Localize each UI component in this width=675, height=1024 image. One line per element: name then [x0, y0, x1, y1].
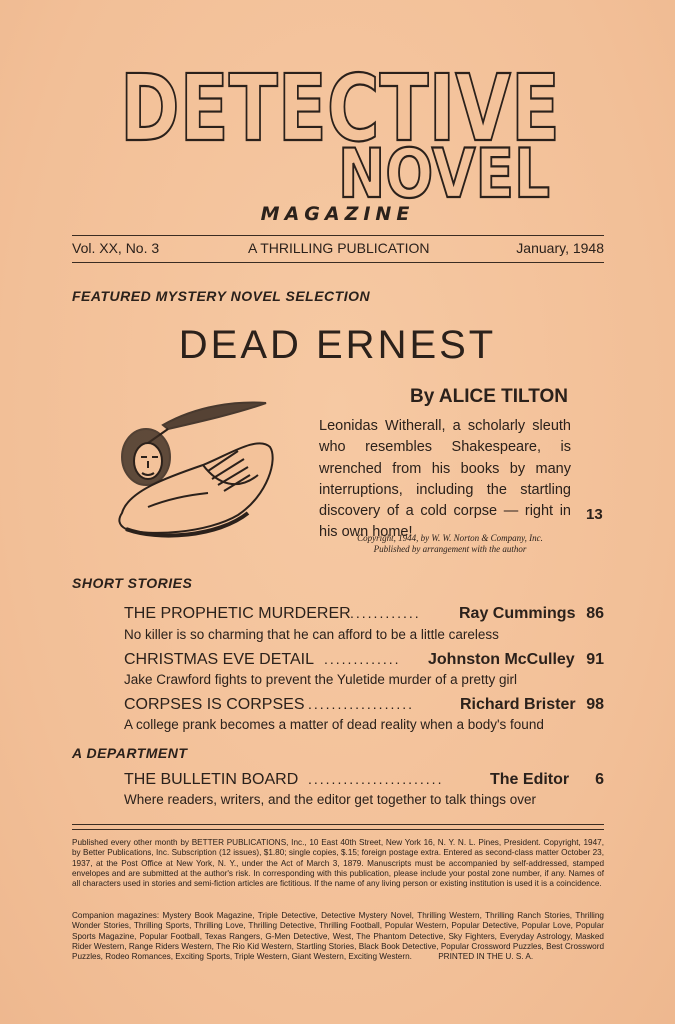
- companion-magazines-list: Companion magazines: Mystery Book Magazine, Triple Detective, Detective Mystery Novel, Thrilling Western, Thrilling Ranch Stories, Thrilling Wonder Stories, Thrilling Sports, Thrilling Love, Thrilling Detective, Thrilling Football, Popular Western, Popular Detective, Popular Love, Popular Sports Magazine, Popular Football, Texas Rangers, G-Men Detective, West, The Phantom Detective, Sky Fighters, Everyday Astrology, Masked Rider Western, Range Riders Western, The Rio Kid Western, Startling Stories, Black Book Detective, Popular Crossword Puzzles, Best Crossword Puzzles, Rodeo Romances, Exciting Sports, Triple Western, Giant Western, Exciting Western.: [72, 911, 604, 962]
- toc-entry-author: Ray Cummings: [459, 605, 576, 622]
- toc-entry-author: Richard Brister: [460, 696, 576, 713]
- featured-section-heading: FEATURED MYSTERY NOVEL SELECTION: [72, 288, 371, 304]
- issue-rule: [72, 262, 604, 263]
- toc-leader-dots: ............: [350, 605, 421, 621]
- toc-entry: [124, 605, 604, 627]
- featured-copyright: [300, 533, 600, 555]
- toc-entry-description: Jake Crawford fights to prevent the Yuletide murder of a pretty girl: [124, 672, 517, 687]
- masthead-magazine: MAGAZINE: [260, 203, 415, 225]
- issue-volume: Vol. XX, No. 3: [72, 240, 160, 256]
- toc-entry-title: THE BULLETIN BOARD: [124, 771, 299, 788]
- toc-entry: [124, 651, 604, 673]
- shakespeare-shoe-illustration: [108, 395, 278, 545]
- issue-date: January, 1948: [516, 240, 604, 256]
- featured-page-number: 13: [586, 506, 603, 523]
- toc-entry-page: 86: [586, 605, 604, 622]
- featured-title: DEAD ERNEST: [178, 323, 497, 367]
- issue-publisher-line: A THRILLING PUBLICATION: [248, 240, 430, 256]
- copyright-line1: Copyright, 1944, by W. W. Norton & Company, Inc.: [357, 533, 543, 543]
- publication-notice: Published every other month by BETTER PUBLICATIONS, Inc., 10 East 40th Street, New York 16, N. Y. N. L. Pines, President. Copyright, 1947, by Better Publications, Inc. Subscription (12 issues), $1.80; single copies, $.15; foreign postage extra. Entered as second-class matter October 23, 1937, at the Post Office at New York, N. Y., under the Act of March 3, 1879. Manuscripts must be accompanied by self-addressed, stamped envelopes and are submitted at the author's risk. In corresponding with this publication, please include your postal zone number, if any. Names of all characters used in stories and semi-fiction articles are fictitious. If the name of any living person or existing institution is used it is a coincidence.: [72, 838, 604, 889]
- toc-entry-description: Where readers, writers, and the editor get together to talk things over: [124, 792, 536, 807]
- toc-entry-author: The Editor: [490, 771, 570, 788]
- short-stories-heading: SHORT STORIES: [72, 575, 193, 591]
- masthead-line1: DETECTIVE: [120, 55, 560, 162]
- toc-leader-dots: .......................: [308, 771, 444, 787]
- toc-entry: [124, 696, 604, 718]
- toc-entry-page: 91: [586, 651, 604, 668]
- issue-line: [72, 240, 604, 260]
- featured-byline: By ALICE TILTON: [410, 386, 568, 407]
- toc-entry: [124, 771, 604, 793]
- toc-leader-dots: ..................: [308, 696, 415, 712]
- toc-entry-title: THE PROPHETIC MURDERER: [124, 605, 351, 622]
- toc-entry-page: 6: [595, 771, 604, 788]
- toc-entry-description: A college prank becomes a matter of dead reality when a body's found: [124, 717, 544, 732]
- printed-in-usa: PRINTED IN THE U. S. A.: [438, 952, 534, 962]
- toc-entry-title: CORPSES IS CORPSES: [124, 696, 305, 713]
- toc-entry-description: No killer is so charming that he can afford to be a little careless: [124, 627, 499, 642]
- masthead-logo: [110, 52, 570, 262]
- copyright-line2: Published by arrangement with the author: [373, 544, 527, 554]
- top-rule: [72, 235, 604, 236]
- department-heading: A DEPARTMENT: [72, 745, 188, 761]
- bottom-rule-2: [72, 829, 604, 830]
- toc-leader-dots: .............: [324, 651, 401, 667]
- toc-entry-page: 98: [586, 696, 604, 713]
- featured-blurb: Leonidas Witherall, a scholarly sleuth who resembles Shakespeare, is wrenched from his books by many interruptions, including the startling discovery of a cold corpse — right in his own home!: [319, 418, 571, 541]
- toc-entry-title: CHRISTMAS EVE DETAIL: [124, 651, 314, 668]
- bottom-rule-1: [72, 824, 604, 825]
- toc-entry-author: Johnston McCulley: [428, 651, 575, 668]
- companion-magazines: [72, 911, 604, 962]
- masthead-line2: NOVEL: [338, 135, 550, 214]
